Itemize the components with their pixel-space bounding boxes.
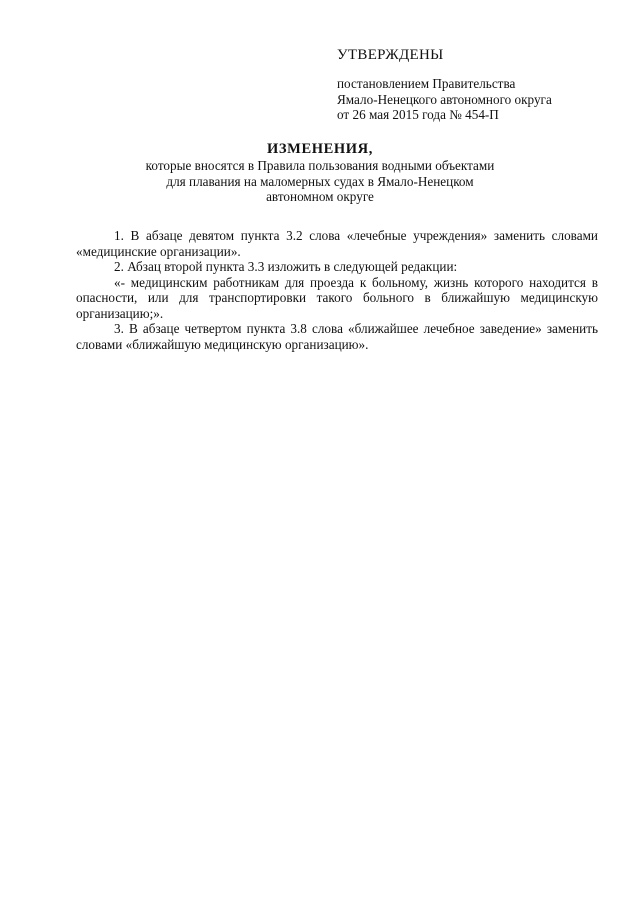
- document-heading: [0, 140, 640, 205]
- approval-line: от 26 мая 2015 года № 454-П: [337, 107, 499, 122]
- heading-subtitle-line: которые вносятся в Правила пользования водными объектами: [145, 158, 495, 173]
- approval-title: УТВЕРЖДЕНЫ: [337, 47, 444, 63]
- quoted-paragraph: «- медицинским работникам для проезда к больному, жизнь которого находится в опасности, или для транспортировки такого больного в ближайшую медицинскую организацию;».: [76, 274, 598, 321]
- document-body: [76, 228, 598, 352]
- heading-subtitle-line: для плавания на маломерных судах в Ямало-Ненецком: [166, 173, 474, 189]
- heading-title: ИЗМЕНЕНИЯ,: [267, 141, 373, 157]
- amendment-paragraph: 3. В абзаце четвертом пункта 3.8 слова «ближайшее лечебное заведение» заменить словами «ближайшую медицинскую организацию».: [76, 321, 598, 352]
- approval-stamp: [337, 46, 607, 123]
- approval-line: постановлением Правительства: [337, 76, 516, 91]
- amendment-paragraph: 2. Абзац второй пункта 3.3 изложить в следующей редакции:: [114, 259, 458, 274]
- approval-line: Ямало-Ненецкого автономного округа: [337, 91, 552, 107]
- heading-subtitle-line: автономном округе: [266, 189, 374, 204]
- amendment-paragraph: 1. В абзаце девятом пункта 3.2 слова «лечебные учреждения» заменить словами «медицинские организации».: [76, 228, 598, 259]
